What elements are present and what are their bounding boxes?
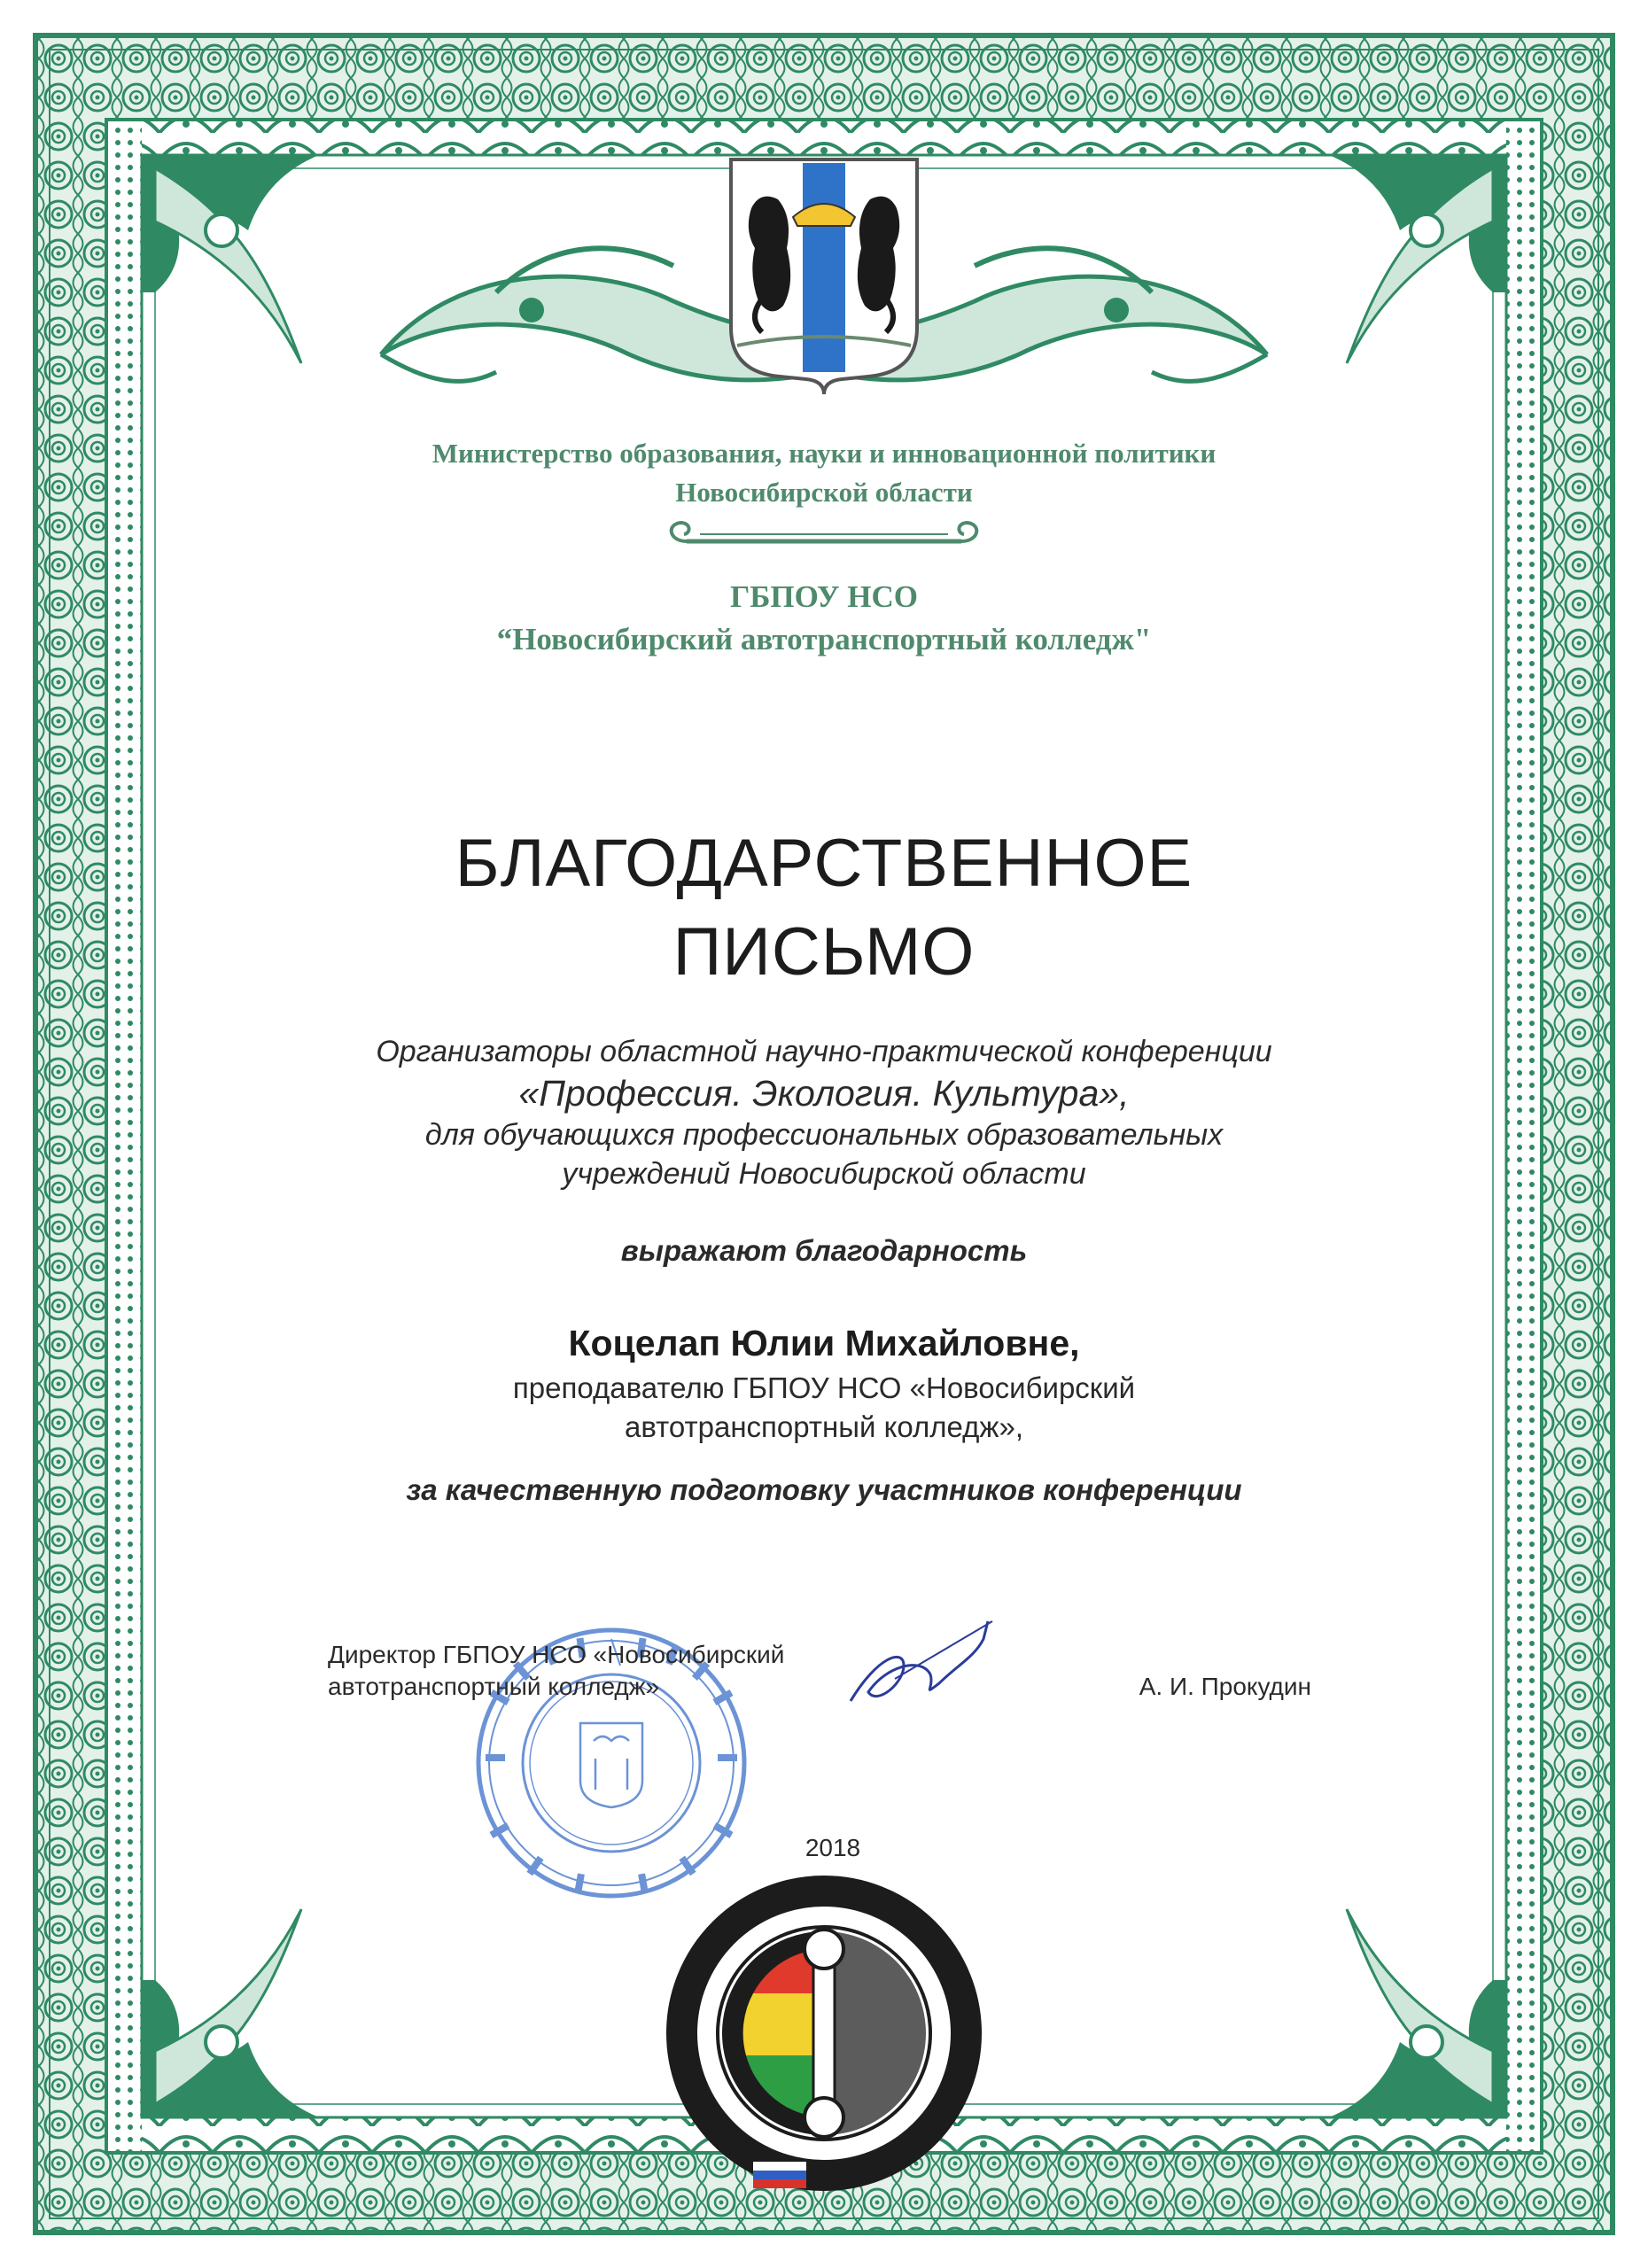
intro-paragraph xyxy=(292,1032,1356,1193)
ministry-line-1: Министерство образования, науки и инновационной политики xyxy=(431,438,1217,469)
conference-name: «Профессия. Экология. Культура», xyxy=(518,1073,1130,1114)
thanks-phrase: выражают благодарность xyxy=(620,1234,1028,1267)
director-role-line-1: Директор ГБПОУ НСО «Новосибирский xyxy=(328,1641,785,1668)
award-reason: за качественную подготовку участников конференции xyxy=(406,1473,1242,1506)
title-line-2: ПИСЬМО xyxy=(672,914,976,990)
college-name: “Новосибирский автотранспортный колледж" xyxy=(496,622,1152,656)
coat-of-arms-icon xyxy=(731,159,917,394)
ministry-line-2: Новосибирской области xyxy=(675,477,973,508)
director-role-line-2: автотранспортный колледж» xyxy=(328,1673,660,1700)
college-header xyxy=(292,576,1356,661)
position-line-1: преподавателю ГБПОУ НСО «Новосибирский xyxy=(512,1371,1136,1404)
director-name: А. И. Прокудин xyxy=(1139,1673,1311,1700)
director-role xyxy=(328,1639,895,1703)
intro-line-1: Организаторы областной научно-практической конференции xyxy=(376,1035,1272,1068)
document-title xyxy=(292,819,1356,997)
recipient-position xyxy=(292,1369,1356,1447)
college-emblem-icon xyxy=(669,1878,979,2188)
title-line-1: БЛАГОДАРСТВЕННОЕ xyxy=(455,826,1193,901)
intro-line-4: учреждений Новосибирской области xyxy=(562,1157,1086,1191)
position-line-2: автотранспортный колледж», xyxy=(624,1410,1023,1443)
intro-line-3: для обучающихся профессиональных образовательных xyxy=(424,1118,1224,1152)
ministry-name xyxy=(292,434,1356,512)
recipient-name: Коцелап Юлии Михайловне, xyxy=(568,1323,1080,1363)
document-year: 2018 xyxy=(805,1834,861,1861)
college-abbr: ГБПОУ НСО xyxy=(729,579,919,614)
